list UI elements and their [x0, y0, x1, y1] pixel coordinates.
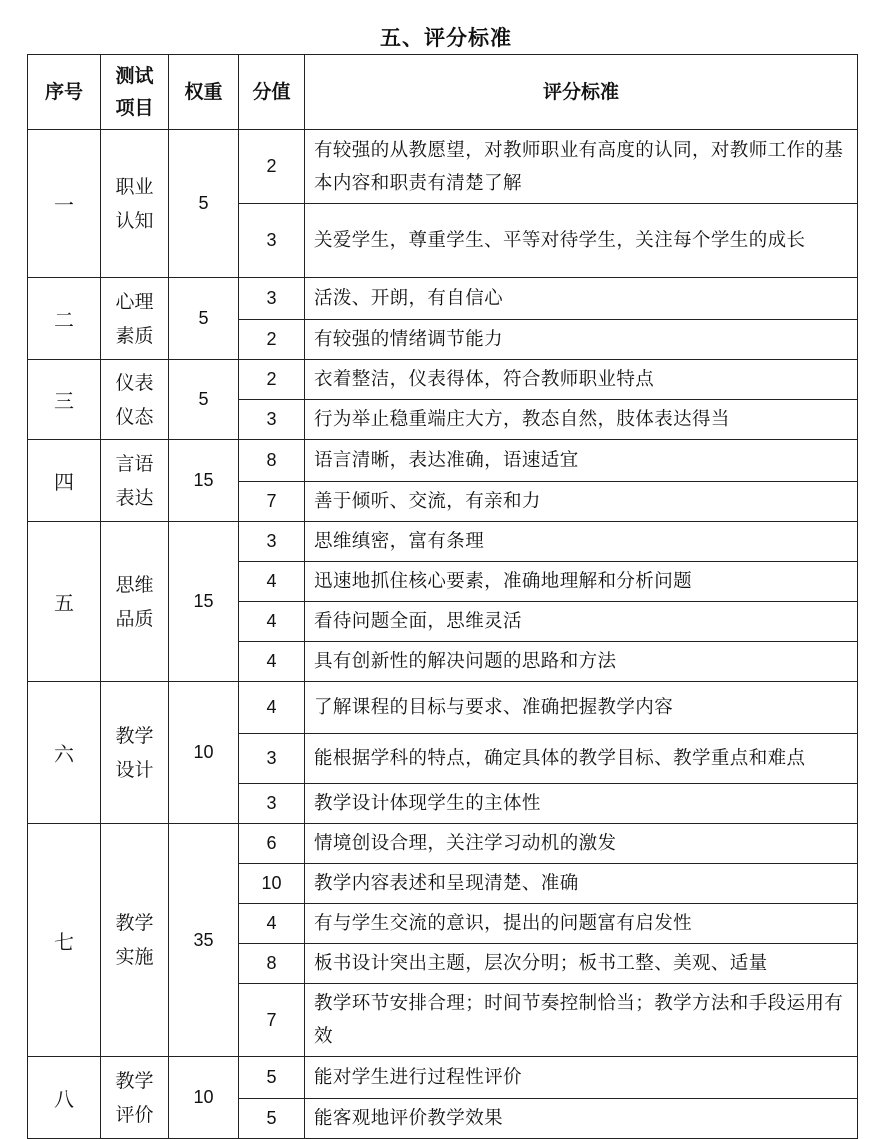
criterion-score: 6: [239, 824, 305, 864]
section-index: 三: [28, 360, 101, 440]
table-row: [28, 278, 858, 320]
section-item-line1: 职业: [115, 175, 154, 198]
table-row: [28, 130, 858, 204]
section-item-line2: 品质: [115, 607, 154, 630]
criterion-score: 4: [239, 904, 305, 944]
criterion-text: 具有创新性的解决问题的思路和方法: [305, 642, 858, 682]
header-criteria: 评分标准: [305, 55, 858, 130]
section-index: 七: [28, 824, 101, 1057]
table-row: [28, 682, 858, 734]
section-index: 四: [28, 440, 101, 522]
section-index: 八: [28, 1057, 101, 1139]
section-item-line1: 教学: [115, 1069, 154, 1092]
criterion-text: 有与学生交流的意识，提出的问题富有启发性: [305, 904, 858, 944]
page-title: 五、评分标准: [380, 26, 512, 50]
criterion-text: 能根据学科的特点，确定具体的教学目标、教学重点和难点: [305, 734, 858, 784]
header-weight: 权重: [169, 55, 239, 130]
criterion-text: 活泼、开朗，有自信心: [305, 278, 858, 320]
table-row: [28, 522, 858, 562]
criterion-score: 2: [239, 320, 305, 360]
section-item-line1: 思维: [115, 573, 154, 596]
criterion-score: 3: [239, 204, 305, 278]
criterion-score: 10: [239, 864, 305, 904]
criterion-text: 有较强的情绪调节能力: [305, 320, 858, 360]
criterion-score: 4: [239, 602, 305, 642]
section-item-line2: 仪态: [115, 405, 154, 428]
section-index: 一: [28, 130, 101, 278]
criterion-score: 3: [239, 522, 305, 562]
criterion-text: 能客观地评价教学效果: [305, 1099, 858, 1139]
section-item: [101, 1057, 169, 1139]
criterion-text: 教学内容表述和呈现清楚、准确: [305, 864, 858, 904]
criterion-text: 情境创设合理，关注学习动机的激发: [305, 824, 858, 864]
header-row: [28, 55, 858, 130]
section-item: [101, 522, 169, 682]
criterion-text: 思维缜密，富有条理: [305, 522, 858, 562]
criterion-text: 教学设计体现学生的主体性: [305, 784, 858, 824]
section-item: [101, 440, 169, 522]
header-score: 分值: [239, 55, 305, 130]
section-item-line2: 评价: [115, 1103, 154, 1126]
criterion-score: 3: [239, 734, 305, 784]
criterion-score: 8: [239, 944, 305, 984]
criterion-score: 7: [239, 984, 305, 1057]
criterion-score: 4: [239, 642, 305, 682]
header-item-line2: 项目: [115, 97, 154, 119]
section-weight: 5: [169, 278, 239, 360]
scoring-table: [27, 54, 858, 1139]
criterion-score: 3: [239, 784, 305, 824]
criterion-score: 3: [239, 400, 305, 440]
section-weight: 10: [169, 1057, 239, 1139]
section-item-line2: 实施: [115, 946, 154, 968]
section-item: [101, 130, 169, 278]
criterion-score: 4: [239, 562, 305, 602]
criterion-text: 能对学生进行过程性评价: [305, 1057, 858, 1099]
section-index: 五: [28, 522, 101, 682]
criterion-text: 行为举止稳重端庄大方，教态自然，肢体表达得当: [305, 400, 858, 440]
criterion-score: 5: [239, 1099, 305, 1139]
criterion-text: 衣着整洁，仪表得体，符合教师职业特点: [305, 360, 858, 400]
criterion-text: 板书设计突出主题，层次分明；板书工整、美观、适量: [305, 944, 858, 984]
header-item-line1: 测试: [115, 65, 154, 87]
criterion-text: 看待问题全面，思维灵活: [305, 602, 858, 642]
table-row: [28, 360, 858, 400]
section-item-line2: 设计: [115, 758, 154, 781]
section-item-line1: 言语: [115, 452, 154, 475]
table-row: [28, 824, 858, 864]
section-weight: 5: [169, 130, 239, 278]
criterion-text: 迅速地抓住核心要素，准确地理解和分析问题: [305, 562, 858, 602]
criterion-text: 有较强的从教愿望，对教师职业有高度的认同，对教师工作的基本内容和职责有清楚了解: [305, 130, 858, 204]
section-item-line2: 表达: [115, 486, 154, 509]
criterion-score: 3: [239, 278, 305, 320]
criterion-score: 7: [239, 482, 305, 522]
criterion-score: 4: [239, 682, 305, 734]
section-weight: 5: [169, 360, 239, 440]
table-row: [28, 1057, 858, 1099]
criterion-text: 了解课程的目标与要求、准确把握教学内容: [305, 682, 858, 734]
criterion-text: 语言清晰，表达准确，语速适宜: [305, 440, 858, 482]
section-weight: 15: [169, 522, 239, 682]
section-item-line1: 教学: [115, 912, 154, 934]
section-item: [101, 278, 169, 360]
section-item: [101, 824, 169, 1057]
section-weight: 35: [169, 824, 239, 1057]
section-item: [101, 360, 169, 440]
criterion-text: 教学环节安排合理；时间节奏控制恰当；教学方法和手段运用有效: [305, 984, 858, 1057]
section-weight: 10: [169, 682, 239, 824]
criterion-score: 2: [239, 130, 305, 204]
section-index: 六: [28, 682, 101, 824]
criterion-score: 8: [239, 440, 305, 482]
section-item-line2: 认知: [115, 209, 154, 232]
section-index: 二: [28, 278, 101, 360]
criterion-score: 2: [239, 360, 305, 400]
section-weight: 15: [169, 440, 239, 522]
criterion-text: 关爱学生，尊重学生、平等对待学生，关注每个学生的成长: [305, 204, 858, 278]
section-item-line2: 素质: [115, 324, 154, 347]
section-item-line1: 心理: [115, 290, 154, 313]
section-item-line1: 教学: [115, 724, 154, 747]
criterion-text: 善于倾听、交流，有亲和力: [305, 482, 858, 522]
table-row: [28, 440, 858, 482]
header-item: [101, 55, 169, 130]
criterion-score: 5: [239, 1057, 305, 1099]
section-item: [101, 682, 169, 824]
section-item-line1: 仪表: [115, 371, 154, 394]
header-index: 序号: [28, 55, 101, 130]
